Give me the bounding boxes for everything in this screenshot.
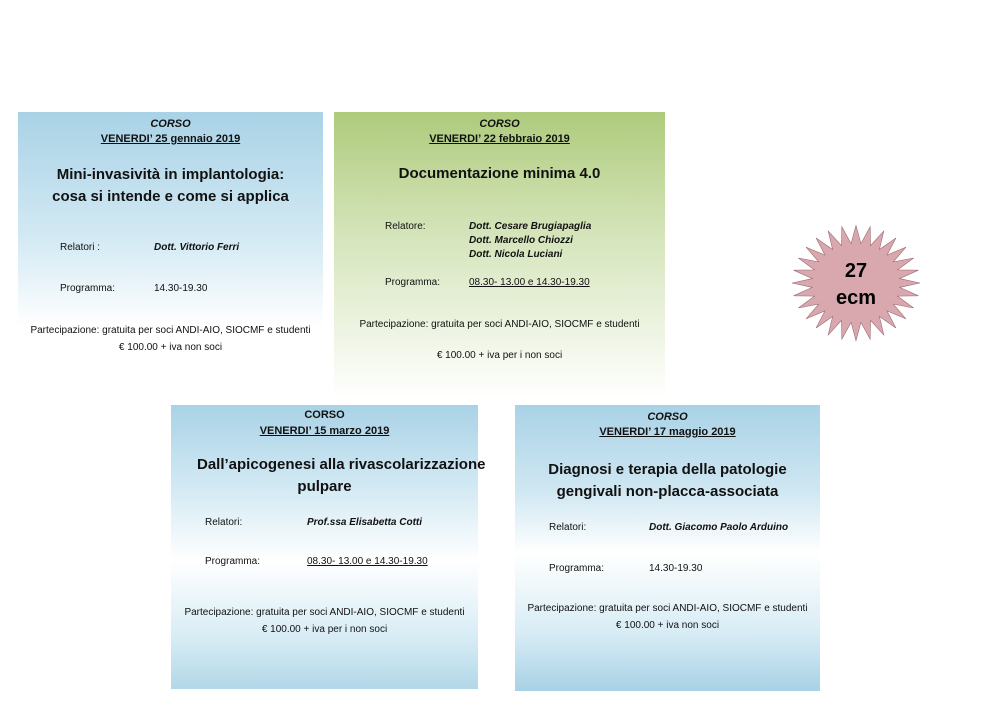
prezzo-text: € 100.00 + iva non soci	[615, 620, 720, 631]
relatore-name: Dott. Cesare Brugiapaglia	[469, 221, 592, 232]
course-label: CORSO	[304, 409, 345, 421]
course-title-line: Diagnosi e terapia della patologie	[548, 461, 787, 478]
relatore-name: Dott. Nicola Luciani	[469, 249, 563, 260]
relatori-label: Relatori:	[205, 517, 243, 528]
course-title	[171, 454, 486, 498]
relatori-label: Relatore:	[385, 221, 426, 232]
relatore-name: Prof.ssa Elisabetta Cotti	[307, 517, 423, 528]
programma-label: Programma:	[549, 563, 605, 574]
programma-time: 08.30- 13.00 e 14.30-19.30	[469, 277, 590, 288]
partecipazione	[334, 316, 665, 364]
prezzo-text: € 100.00 + iva per i non soci	[436, 350, 563, 361]
programma-label: Programma:	[205, 556, 261, 567]
course-title-line: gengivali non-placca-associata	[556, 483, 779, 500]
programma-label: Programma:	[385, 277, 441, 288]
programma-label: Programma:	[60, 283, 116, 294]
relatore-name: Dott. Giacomo Paolo Arduino	[649, 522, 789, 533]
relatore-name: Dott. Marcello Chiozzi	[469, 235, 573, 246]
course-card-4	[515, 405, 820, 691]
programma-time: 14.30-19.30	[154, 283, 208, 294]
ecm-number: 27	[844, 260, 868, 282]
ecm-badge	[790, 224, 922, 342]
prezzo-text: € 100.00 + iva per i non soci	[261, 624, 388, 635]
course-card-2	[334, 112, 665, 398]
partecipazione-text: Partecipazione: gratuita per soci ANDI-AIO, SIOCMF e studenti	[184, 607, 465, 618]
relatori-label: Relatori:	[549, 522, 587, 533]
partecipazione	[18, 322, 323, 356]
course-title	[18, 164, 323, 208]
course-title-line: cosa si intende e come si applica	[52, 188, 289, 205]
course-title-line: Mini-invasività in implantologia:	[56, 166, 285, 183]
ecm-label: ecm	[835, 287, 877, 309]
course-title	[515, 459, 820, 503]
relatori-names	[469, 220, 591, 262]
relatori-label: Relatori :	[60, 242, 101, 253]
course-title-line: Documentazione minima 4.0	[398, 165, 601, 182]
relatore-name: Dott. Vittorio Ferri	[154, 242, 240, 253]
partecipazione-text: Partecipazione: gratuita per soci ANDI-AIO, SIOCMF e studenti	[527, 603, 808, 614]
starburst-shape	[792, 225, 920, 340]
course-card-1	[18, 112, 323, 398]
course-label: CORSO	[150, 118, 191, 130]
programma-time: 14.30-19.30	[649, 563, 703, 574]
course-date: VENERDI’ 15 marzo 2019	[259, 425, 390, 437]
course-title-line: pulpare	[297, 478, 352, 495]
course-label: CORSO	[479, 118, 520, 130]
course-card-3	[171, 405, 486, 689]
programma-time: 08.30- 13.00 e 14.30-19.30	[307, 556, 428, 567]
partecipazione	[171, 604, 478, 638]
partecipazione	[515, 600, 820, 634]
course-date: VENERDI’ 17 maggio 2019	[599, 426, 736, 438]
course-label: CORSO	[647, 411, 688, 423]
course-title	[334, 163, 665, 185]
course-title-line: Dall’apicogenesi alla rivascolarizzazione	[197, 456, 486, 473]
partecipazione-text: Partecipazione: gratuita per soci ANDI-AIO, SIOCMF e studenti	[30, 325, 311, 336]
course-date: VENERDI’ 22 febbraio 2019	[429, 133, 570, 145]
partecipazione-text: Partecipazione: gratuita per soci ANDI-AIO, SIOCMF e studenti	[359, 319, 640, 330]
course-date: VENERDI’ 25 gennaio 2019	[100, 133, 241, 145]
prezzo-text: € 100.00 + iva non soci	[118, 342, 223, 353]
